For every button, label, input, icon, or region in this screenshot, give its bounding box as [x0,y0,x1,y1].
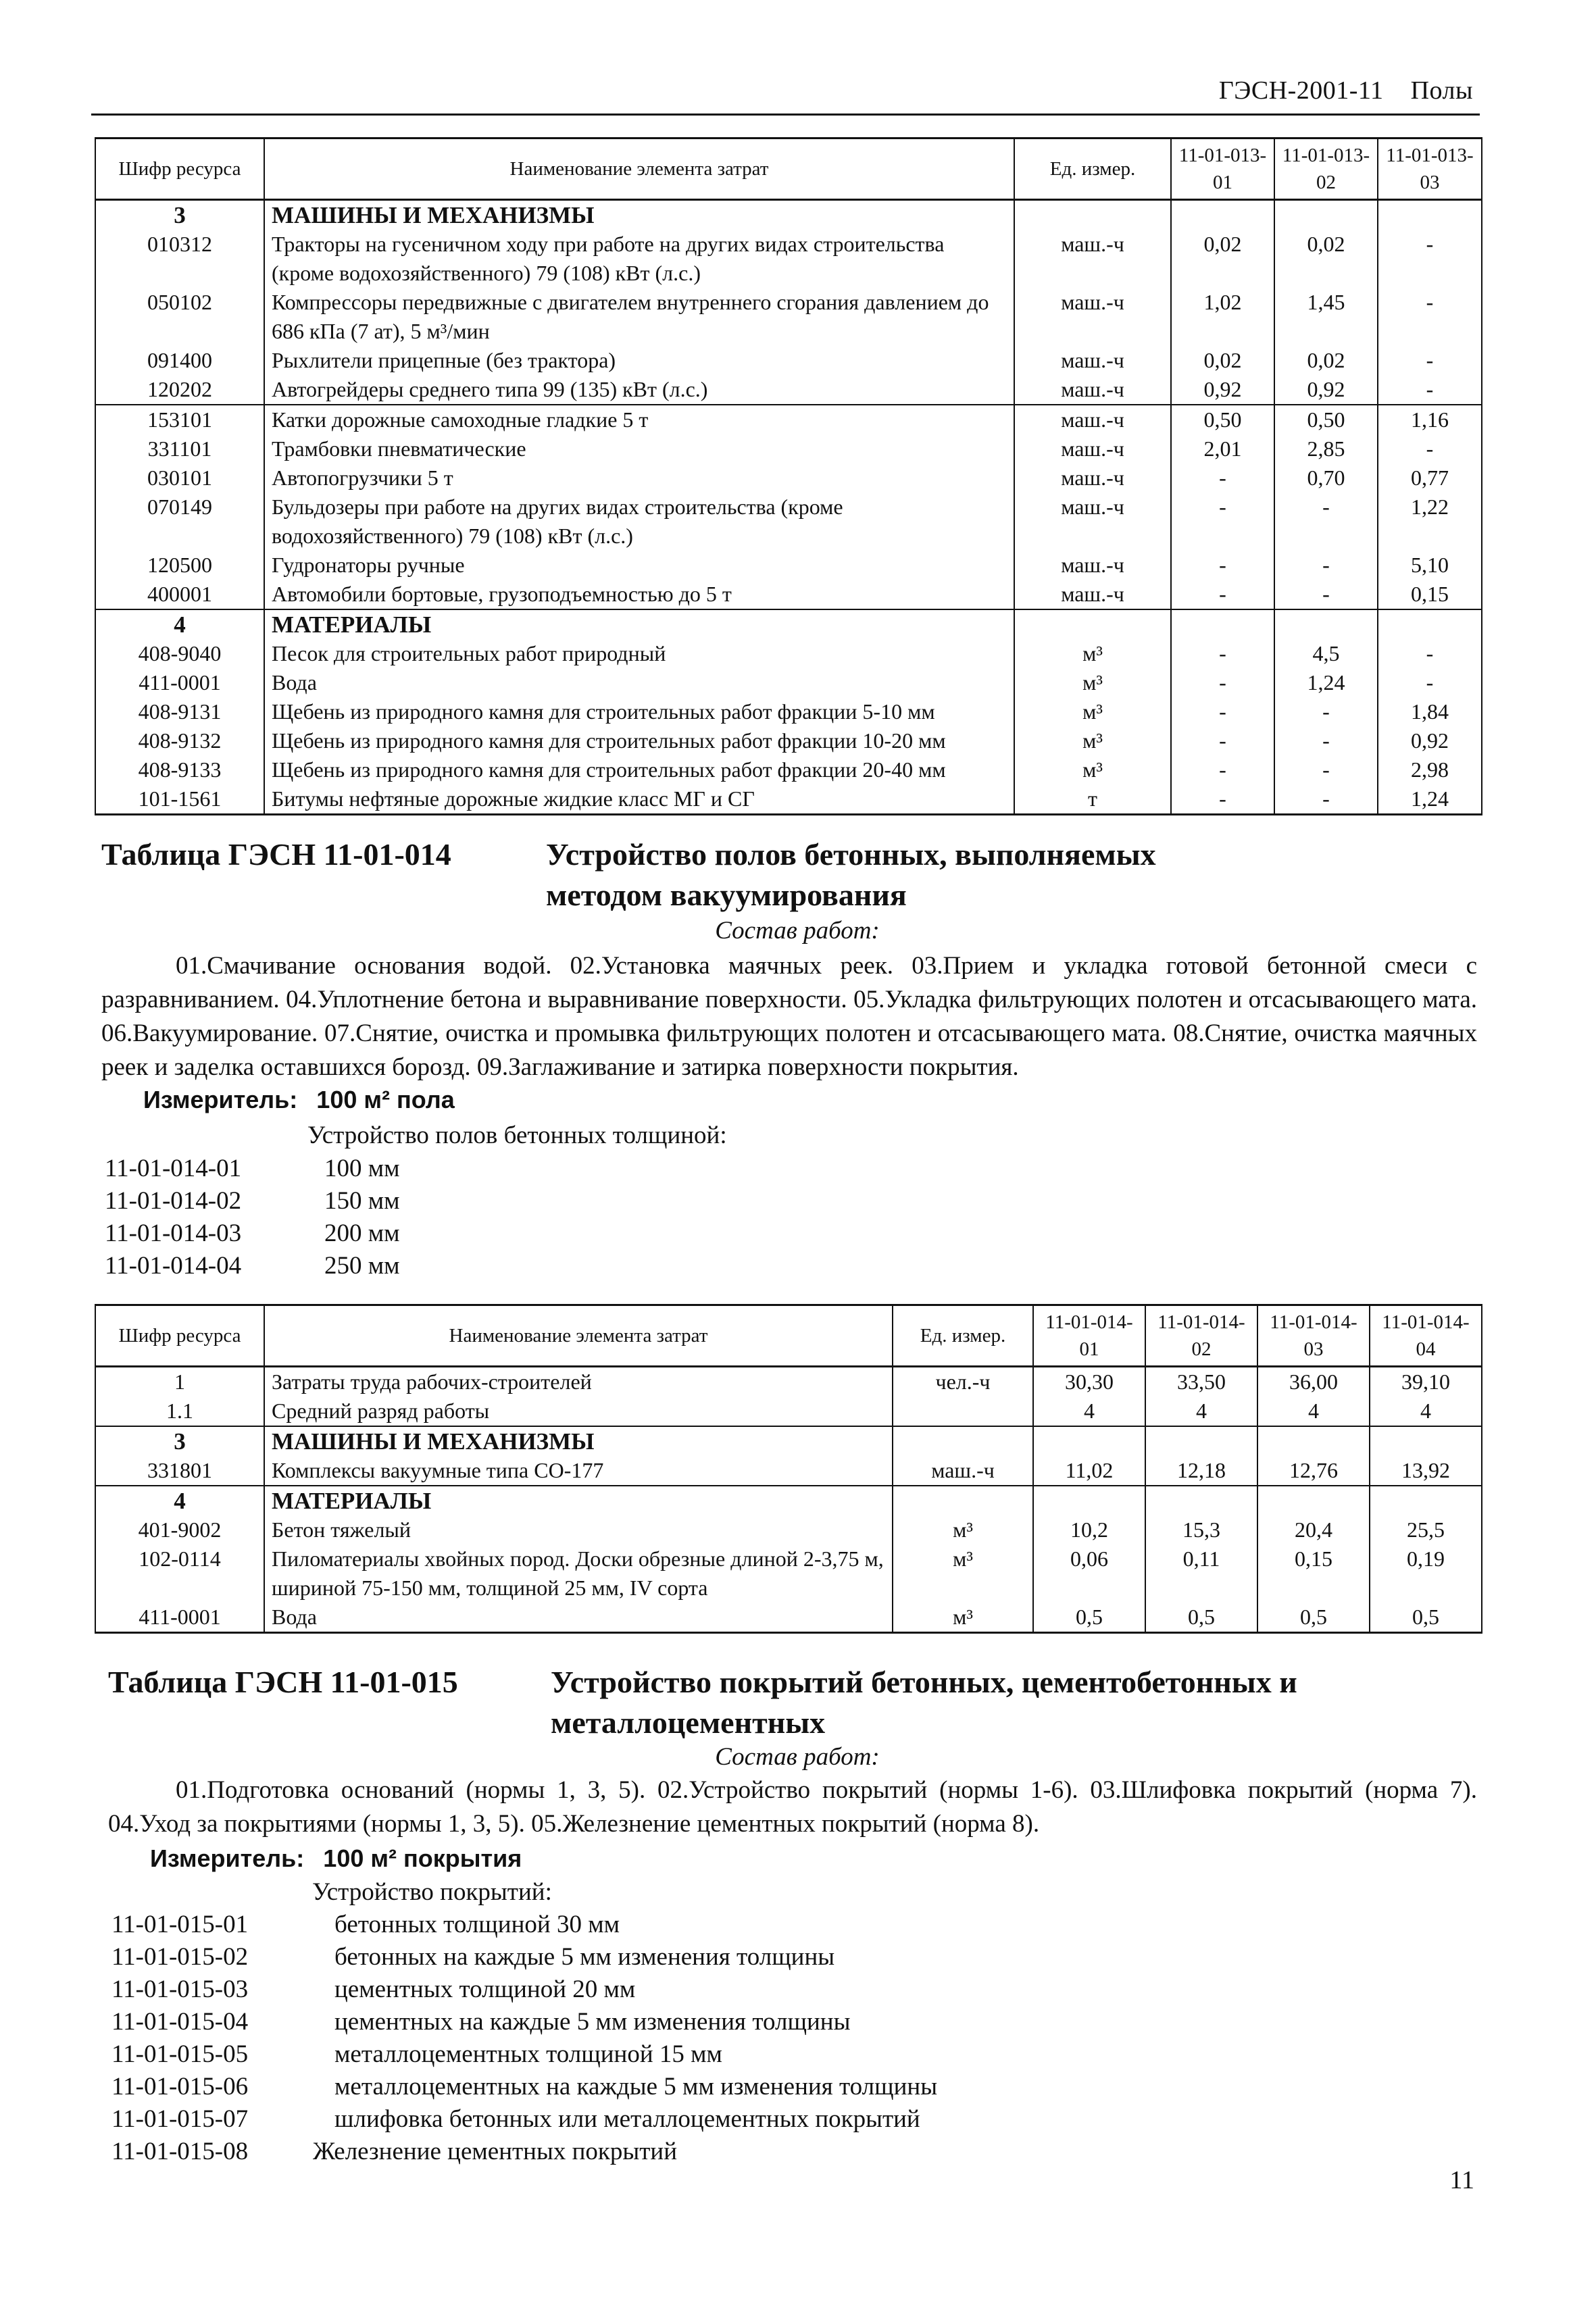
norm-value: 0,5 [1033,1603,1145,1633]
page-number: 11 [1449,2166,1474,2194]
norm-value: 30,30 [1033,1367,1145,1397]
resource-unit: маш.-ч [1014,551,1171,580]
col-head-norm: 11-01-013-03 [1378,139,1482,200]
norm-code: 11-01-015-03 [111,1976,249,2003]
norm-code: 11-01-014-04 [105,1252,242,1280]
norm-value: 1,84 [1378,697,1482,726]
list-item [111,2136,937,2168]
list-item [105,1250,400,1282]
section-row [95,200,1482,230]
table-row [95,668,1482,697]
norm-value: - [1378,346,1482,375]
norm-value: - [1171,463,1274,493]
table-row [95,1515,1482,1544]
resource-unit: чел.-ч [893,1367,1033,1397]
norm-value: - [1171,580,1274,609]
resource-name: Щебень из природного камня для строительных работ фракции 20-40 мм [264,755,1014,784]
table-header-row [95,1305,1482,1367]
norm-value: 0,92 [1378,726,1482,755]
table-row [95,697,1482,726]
col-head-norm: 11-01-013-01 [1171,139,1274,200]
running-header [98,76,1473,105]
table-row [95,375,1482,405]
table-row [95,288,1482,346]
norm-value: 0,70 [1274,463,1378,493]
norm-value: - [1171,784,1274,815]
meter-value: 100 м² пола [316,1086,455,1113]
norm-value: 0,50 [1171,405,1274,434]
norm-value: - [1171,726,1274,755]
section-title: МАТЕРИАЛЫ [264,609,1014,639]
norm-value: - [1171,551,1274,580]
table-row [95,493,1482,551]
norm-code: 11-01-015-06 [111,2073,249,2101]
resource-code: 070149 [95,493,264,551]
norm-value: - [1171,639,1274,668]
norm-value: 10,2 [1033,1515,1145,1544]
norm-value: - [1378,668,1482,697]
norm-code: 11-01-014-03 [105,1219,242,1247]
norm-code-list [105,1153,400,1282]
norm-text: 200 мм [324,1219,400,1247]
norm-value: 36,00 [1257,1367,1370,1397]
norm-value: 0,15 [1257,1544,1370,1603]
resource-name: Автомобили бортовые, грузоподъемностью до 5 т [264,580,1014,609]
norm-value: 33,50 [1145,1367,1257,1397]
norm-text: металлоцементных толщиной 15 мм [334,2040,722,2068]
header-rule [91,114,1480,116]
norm-text: 250 мм [324,1252,400,1280]
resource-code: 331801 [95,1456,264,1486]
resource-code: 411-0001 [95,668,264,697]
resource-unit: маш.-ч [893,1456,1033,1486]
section-code: 3 [95,200,264,230]
resource-code: 408-9132 [95,726,264,755]
norm-value: 0,02 [1171,346,1274,375]
table-row [95,726,1482,755]
table-row [95,405,1482,434]
norm-value: 0,5 [1370,1603,1482,1633]
norm-value: - [1274,580,1378,609]
resource-unit: маш.-ч [1014,463,1171,493]
resource-name: Катки дорожные самоходные гладкие 5 т [264,405,1014,434]
resource-unit [893,1397,1033,1426]
resource-unit: м³ [1014,755,1171,784]
norm-value: 1,16 [1378,405,1482,434]
resource-code: 102-0114 [95,1544,264,1603]
resource-name: Гудронаторы ручные [264,551,1014,580]
norm-value: 4 [1033,1397,1145,1426]
composition-heading: Состав работ: [715,917,880,945]
norm-value: 1,45 [1274,288,1378,346]
norm-code: 11-01-014-02 [105,1187,242,1215]
resource-name: Рыхлители прицепные (без трактора) [264,346,1014,375]
resource-name: Трамбовки пневматические [264,434,1014,463]
table-row [95,434,1482,463]
resource-unit: м³ [893,1603,1033,1633]
resource-name: Тракторы на гусеничном ходу при работе на других видах строительства (кроме водохозяйственного) 79 (108) кВт (л.с.) [264,230,1014,288]
resource-unit: маш.-ч [1014,346,1171,375]
norm-value: 4,5 [1274,639,1378,668]
norm-value: 1,24 [1378,784,1482,815]
resource-unit: маш.-ч [1014,375,1171,405]
col-head-norm: 11-01-013-02 [1274,139,1378,200]
resource-name: Затраты труда рабочих-строителей [264,1367,893,1397]
table-row [95,639,1482,668]
list-item [111,2006,937,2038]
resource-name: Вода [264,668,1014,697]
norm-text: металлоцементных на каждые 5 мм изменения толщины [334,2073,938,2101]
list-item [111,1973,937,2006]
norm-code: 11-01-014-01 [105,1155,242,1182]
resource-name: Автогрейдеры среднего типа 99 (135) кВт (л.с.) [264,375,1014,405]
norm-value: - [1274,755,1378,784]
col-head-unit: Ед. измер. [893,1305,1033,1367]
norm-value: - [1274,493,1378,551]
norm-text: бетонных толщиной 30 мм [334,1911,620,1938]
section-row [95,609,1482,639]
norm-value: 20,4 [1257,1515,1370,1544]
norm-value: 1,24 [1274,668,1378,697]
norm-value: 4 [1145,1397,1257,1426]
norm-value: 0,5 [1145,1603,1257,1633]
norm-value: 39,10 [1370,1367,1482,1397]
norm-value: 1,22 [1378,493,1482,551]
table-row [95,1397,1482,1426]
norm-value: 4 [1257,1397,1370,1426]
col-head-unit: Ед. измер. [1014,139,1171,200]
section-title: МАШИНЫ И МЕХАНИЗМЫ [264,200,1014,230]
table-header-row [95,139,1482,200]
resource-code: 120202 [95,375,264,405]
resource-name: Бульдозеры при работе на других видах строительства (кроме водохозяйственного) 79 (108) кВт (л.с.) [264,493,1014,551]
norm-value: 25,5 [1370,1515,1482,1544]
table-title-line1: Устройство покрытий бетонных, цементобетонных и [551,1665,1297,1699]
norm-text: шлифовка бетонных или металлоцементных покрытий [334,2105,920,2133]
norm-value: - [1171,697,1274,726]
resource-table-014 [95,1304,1482,1634]
norm-value: 0,92 [1274,375,1378,405]
norm-value: 0,02 [1171,230,1274,288]
norm-value: - [1171,668,1274,697]
resource-code: 400001 [95,580,264,609]
resource-unit: маш.-ч [1014,434,1171,463]
resource-unit: т [1014,784,1171,815]
meter-label: Измеритель: [150,1844,305,1872]
composition-heading: Состав работ: [715,1743,880,1771]
norm-code: 11-01-015-05 [111,2040,249,2068]
norm-text: 100 мм [324,1155,400,1182]
meter-line [150,1843,522,1874]
resource-name: Вода [264,1603,893,1633]
col-head-code: Шифр ресурса [95,1305,264,1367]
resource-unit: м³ [1014,697,1171,726]
norm-code: 11-01-015-01 [111,1911,249,1938]
resource-unit: м³ [1014,726,1171,755]
resource-code: 401-9002 [95,1515,264,1544]
table-title-line2: металлоцементных [551,1705,826,1740]
resource-name: Щебень из природного камня для строительных работ фракции 5-10 мм [264,697,1014,726]
table-row [95,463,1482,493]
norm-text: Железнение цементных покрытий [313,2138,677,2165]
section-code: 4 [95,609,264,639]
norm-value: - [1378,434,1482,463]
table-row [95,1367,1482,1397]
col-head-norm: 11-01-014-03 [1257,1305,1370,1367]
section-title: МАТЕРИАЛЫ [264,1486,893,1515]
resource-table-013 [95,137,1482,815]
norm-code: 11-01-015-02 [111,1943,249,1971]
table-title-line1: Устройство полов бетонных, выполняемых [546,837,1156,872]
norm-value: - [1378,375,1482,405]
norm-value: - [1171,493,1274,551]
resource-name: Компрессоры передвижные с двигателем внутреннего сгорания давлением до 686 кПа (7 ат), 5 м³/мин [264,288,1014,346]
resource-code: 1 [95,1367,264,1397]
header-section: Полы [1410,76,1473,105]
norm-value: 0,92 [1171,375,1274,405]
composition-text: 01.Подготовка оснований (нормы 1, 3, 5). 02.Устройство покрытий (нормы 1-6). 03.Шлифовка покрытий (норма 7). 04.Уход за покрытиями (нормы 1, 3, 5). 05.Железнение цементных покрытий (норма 8). [108,1776,1477,1838]
resource-name: Щебень из природного камня для строительных работ фракции 10-20 мм [264,726,1014,755]
resource-code: 411-0001 [95,1603,264,1633]
norm-value: 5,10 [1378,551,1482,580]
meter-line [143,1084,455,1115]
norm-value: 13,92 [1370,1456,1482,1486]
norm-text: бетонных на каждые 5 мм изменения толщины [334,1943,835,1971]
resource-unit: маш.-ч [1014,230,1171,288]
resource-unit: маш.-ч [1014,288,1171,346]
table-row [95,580,1482,609]
meter-value: 100 м² покрытия [323,1844,522,1872]
list-item [111,2071,937,2103]
list-item [105,1217,400,1250]
resource-name: Комплексы вакуумные типа СО-177 [264,1456,893,1486]
list-item [111,1941,937,1973]
norm-value: 0,06 [1033,1544,1145,1603]
header-doc: ГЭСН-2001-11 [1218,76,1384,105]
table-row [95,784,1482,815]
table-title-line2: методом вакуумирования [546,878,907,912]
norm-value: 0,11 [1145,1544,1257,1603]
table-row [95,1603,1482,1633]
resource-name: Бетон тяжелый [264,1515,893,1544]
resource-code: 331101 [95,434,264,463]
col-head-name: Наименование элемента затрат [264,139,1014,200]
resource-name: Битумы нефтяные дорожные жидкие класс МГ и СГ [264,784,1014,815]
resource-name: Средний разряд работы [264,1397,893,1426]
resource-code: 091400 [95,346,264,375]
norm-value: - [1274,726,1378,755]
resource-code: 030101 [95,463,264,493]
col-head-norm: 11-01-014-04 [1370,1305,1482,1367]
norm-value: 0,5 [1257,1603,1370,1633]
norm-text: цементных на каждые 5 мм изменения толщины [334,2008,851,2036]
resource-name: Автопогрузчики 5 т [264,463,1014,493]
norm-value: - [1378,639,1482,668]
list-item [105,1185,400,1217]
col-head-norm: 11-01-014-02 [1145,1305,1257,1367]
norm-value: 1,02 [1171,288,1274,346]
norm-value: 2,98 [1378,755,1482,784]
resource-code: 120500 [95,551,264,580]
resource-code: 153101 [95,405,264,434]
table-label: Таблица ГЭСН 11-01-015 [108,1665,458,1699]
norm-value: 0,02 [1274,230,1378,288]
resource-code: 408-9040 [95,639,264,668]
norm-text: 150 мм [324,1187,400,1215]
norm-value: 0,50 [1274,405,1378,434]
list-item [111,2038,937,2071]
norm-value: - [1378,230,1482,288]
resource-unit: м³ [893,1515,1033,1544]
col-head-code: Шифр ресурса [95,139,264,200]
resource-unit: м³ [1014,639,1171,668]
col-head-name: Наименование элемента затрат [264,1305,893,1367]
norm-code: 11-01-015-04 [111,2008,249,2036]
norm-text: цементных толщиной 20 мм [334,1976,636,2003]
norm-value: 12,76 [1257,1456,1370,1486]
table-row [95,346,1482,375]
list-item [111,2103,937,2136]
list-item [111,1909,937,1941]
table-row [95,1456,1482,1486]
resource-name: Песок для строительных работ природный [264,639,1014,668]
section-row [95,1426,1482,1456]
resource-unit: маш.-ч [1014,580,1171,609]
resource-code: 010312 [95,230,264,288]
norm-value: 2,85 [1274,434,1378,463]
norm-value: 0,77 [1378,463,1482,493]
resource-unit: м³ [893,1544,1033,1603]
list-heading: Устройство покрытий: [312,1878,552,1906]
norm-value: - [1171,755,1274,784]
norm-value: 2,01 [1171,434,1274,463]
resource-unit: маш.-ч [1014,405,1171,434]
table-row [95,755,1482,784]
norm-value: 12,18 [1145,1456,1257,1486]
resource-unit: м³ [1014,668,1171,697]
resource-name: Пиломатериалы хвойных пород. Доски обрезные длиной 2-3,75 м, шириной 75-150 мм, толщиной 25 мм, IV сорта [264,1544,893,1603]
norm-code-list [111,1909,937,2168]
col-head-norm: 11-01-014-01 [1033,1305,1145,1367]
resource-code: 101-1561 [95,784,264,815]
section-code: 4 [95,1486,264,1515]
norm-value: - [1274,697,1378,726]
norm-code: 11-01-015-08 [111,2138,249,2165]
section-row [95,1486,1482,1515]
table-row [95,1544,1482,1603]
list-item [105,1153,400,1185]
composition-text: 01.Смачивание основания водой. 02.Установка маячных реек. 03.Прием и укладка готовой бетонной смеси с разравниванием. 04.Уплотнение бетона и выравнивание поверхности. 05.Укладка фильтрующих полотен и отсасывающего мата. 06.Вакуумирование. 07.Снятие, очистка и промывка фильтрующих полотен и отсасывающего мата. 08.Снятие, очистка маячных реек и заделка оставшихся борозд. 09.Заглаживание и затирка поверхности покрытия. [101,952,1477,1081]
table-label: Таблица ГЭСН 11-01-014 [101,837,451,872]
norm-value: - [1274,551,1378,580]
resource-code: 408-9131 [95,697,264,726]
table-row [95,230,1482,288]
norm-value: - [1378,288,1482,346]
norm-value: 11,02 [1033,1456,1145,1486]
norm-value: 0,15 [1378,580,1482,609]
list-heading: Устройство полов бетонных толщиной: [307,1122,727,1149]
norm-value: 4 [1370,1397,1482,1426]
section-code: 3 [95,1426,264,1456]
section-title: МАШИНЫ И МЕХАНИЗМЫ [264,1426,893,1456]
resource-code: 050102 [95,288,264,346]
resource-code: 408-9133 [95,755,264,784]
norm-code: 11-01-015-07 [111,2105,249,2133]
norm-value: 15,3 [1145,1515,1257,1544]
norm-value: 0,02 [1274,346,1378,375]
table-row [95,551,1482,580]
meter-label: Измеритель: [143,1086,298,1113]
resource-unit: маш.-ч [1014,493,1171,551]
norm-value: - [1274,784,1378,815]
norm-value: 0,19 [1370,1544,1482,1603]
resource-code: 1.1 [95,1397,264,1426]
